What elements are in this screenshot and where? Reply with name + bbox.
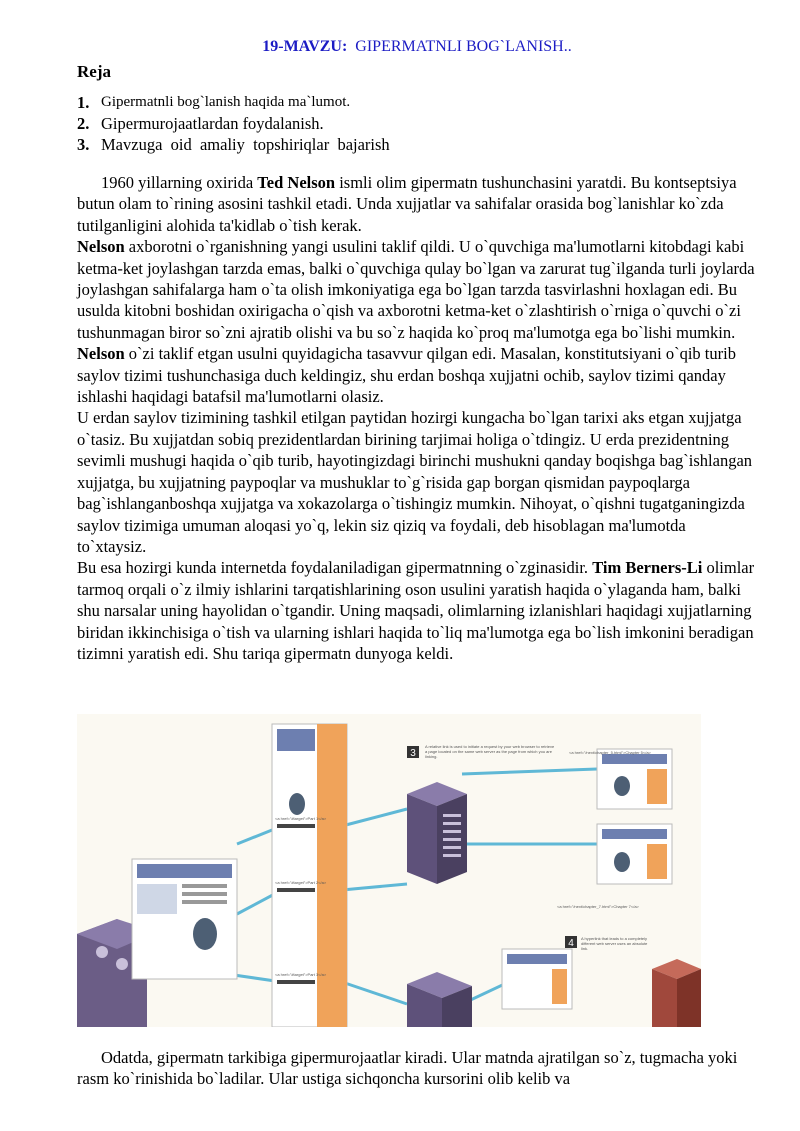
- step-4-number: 4: [568, 938, 574, 949]
- bold-name: Nelson: [77, 344, 125, 364]
- body-text: [77, 172, 757, 664]
- paragraph-berners-lee: [77, 557, 757, 664]
- step-4-caption-wrap: [581, 936, 651, 996]
- step-4-callout: [565, 936, 577, 949]
- plan-list: [77, 92, 390, 155]
- plan-item: [77, 113, 390, 134]
- bold-name: Ted Nelson: [257, 173, 336, 192]
- plan-item: [77, 92, 390, 113]
- paragraph-hyperlinks: Odatda, gipermatn tarkibiga gipermurojaatlar kiradi. Ular matnda ajratilgan so`z, tugmacha yoki rasm ko`rinishida bo`ladilar. Ular ustiga sichqoncha kursorini olib kelib va: [77, 1048, 738, 1089]
- link-label-right-1: <a href="/next/chapter_5.html">Chapter 5</a>: [569, 750, 651, 755]
- plan-item-text: Gipermurojaatlardan foydalanish.: [101, 114, 324, 133]
- hypertext-illustration: [77, 714, 701, 1027]
- paragraph-nelson-method: [77, 236, 757, 343]
- page-tall-middle: [272, 724, 347, 1027]
- paragraph-text: o`zi taklif etgan usulni quyidagicha tasavvur qilgan edi. Masalan, konstitutsiyani o`qib turib saylov tizimi tushunchasiga duch keldingiz, shu erdan boshqa xujjatni ochib, saylov tizimi qanday ishlashi haqidagi batafsil ma'lumotlarni olasiz.: [77, 344, 736, 407]
- plan-item-number: 3.: [77, 135, 90, 154]
- link-label-mid-2: <a href="#target">Part 2</a>: [275, 880, 327, 885]
- body-text-continued: [77, 1047, 757, 1090]
- paragraph-text: Bu esa hozirgi kunda internetda foydalaniladigan gipermatnning o`zginasidir.: [77, 558, 593, 578]
- paragraph-text: ismli olim gipermatn tushunchasini yaratdi. Bu kontseptsiya butun olam to`rining asosini tashkil etadi. Unda xujjatlar va sahifalar orasida bog`lanishlar ko`zda tutilganligini alohida ta'kidlab o`tish kerak.: [77, 173, 737, 235]
- title-text: GIPERMATNLI BOG`LANISH..: [355, 38, 572, 55]
- step-3-callout: [407, 746, 419, 759]
- page-thumbnail-right-2: [597, 824, 672, 884]
- link-label-mid-3: <a href="#target">Part 3</a>: [275, 972, 327, 977]
- document-title: [77, 38, 757, 56]
- paragraph-text: olimlar tarmoq orqali o`z ilmiy ishlarini tarqatishlarining oson usulini yaratish haqida o`ylaganda ham, balki shu narsalar uning hayolidan o`tgandir. Uning maqsadi, olimlarning izlanishlari haqidagi xujjatlarning biridan ikkinchisiga o`tish va ularning ishlari haqida to`liq ma'lumotga ega bo`lish imkonini beradigan tizimni yaratish edi. Shu tariqa gipermatn dunyoga keldi.: [77, 558, 755, 663]
- title-number: 19-MAVZU:: [262, 38, 348, 55]
- step-3-caption: A relative link is used to initiate a request by your web browser to retrieve a page located on the same web server as the page from which you are linking.: [425, 744, 555, 759]
- page-thumbnail-left: [132, 859, 237, 979]
- step-3-caption-wrap: [425, 744, 555, 784]
- plan-item: [77, 134, 390, 155]
- paragraph-election-history: U erdan saylov tizimining tashkil etilgan paytidan hozirgi kungacha bo`lgan tarixi aks etgan xujjatga o`tasiz. Bu xujjatdan sobiq prezidentlardan birining tarjimai holiga o`tdingiz. U erda prezidentning sevimli mushugi haqida o`qib turib, hayotingizdagi birinchi mushukni qanday boqishga bag`ishlangan xujjatga, bu xujjatning paypoqlar va mushuklar to`g`risida gap borgan qismidan paypoqlarga bag`ishlanganboshqa xujjatga va xokazolarga o`tishingiz mumkin. Nihoyat, o`qishni tugatganingizda saylov tizimiga umuman aloqasi yo`q, lekin siz qiziq va foydali, deb hisoblagan ma'lumotda to`xtaysiz.: [77, 408, 753, 556]
- page-thumbnail-right-3: [502, 949, 572, 1009]
- bold-name: Tim Berners-Li: [592, 558, 703, 578]
- illustration-svg: [77, 714, 701, 1027]
- plan-item-number: 1.: [77, 93, 90, 112]
- plan-item-number: 2.: [77, 114, 90, 133]
- paragraph-ted-nelson: [77, 172, 757, 236]
- step-3-number: 3: [410, 748, 416, 759]
- paragraph-text: 1960 yillarning oxirida: [101, 173, 258, 192]
- link-label-right-2: <a href="/next/chapter_7.html">Chapter 7</a>: [557, 904, 639, 909]
- link-label-mid-1: <a href="#target">Part 1</a>: [275, 816, 327, 821]
- plan-item-text: Mavzuga oid amaliy topshiriqlar bajarish: [101, 135, 390, 154]
- plan-heading: Reja: [77, 62, 111, 81]
- server-right-red: [652, 959, 701, 1027]
- server-center: [407, 782, 467, 884]
- paragraph-text: axborotni o`rganishning yangi usulini taklif qildi. U o`quvchiga ma'lumotlarni kitobdagi kabi ketma-ket joylashgan tarzda emas, balki o`quvchiga qulay bo`lgan va zarurat tug`ilganda turli joylarda joylashgan sahifalarga ham o`ta olish imkoniyatiga ega bo`lgan tarzda tasvirlashni hoxlagan edi. Bu usulda kitobni boshidan oxirigacha o`qish va axborotni ketma-ket o`zlashtirish o`rniga o`quvchi o`zi tushunmagan biror so`zni ajratib olishi va bu so`z haqida ko`proq ma'lumotga ega bo`lishi mumkin.: [77, 237, 755, 342]
- paragraph-nelson-example: [77, 343, 757, 407]
- plan-item-text: Gipermatnli bog`lanish haqida ma`lumot.: [101, 94, 351, 110]
- bold-name: Nelson: [77, 237, 125, 257]
- step-4-caption: A hyperlink that leads to a completely different web server uses an absolute link.: [581, 936, 648, 951]
- page-thumbnail-right-1: [597, 749, 672, 809]
